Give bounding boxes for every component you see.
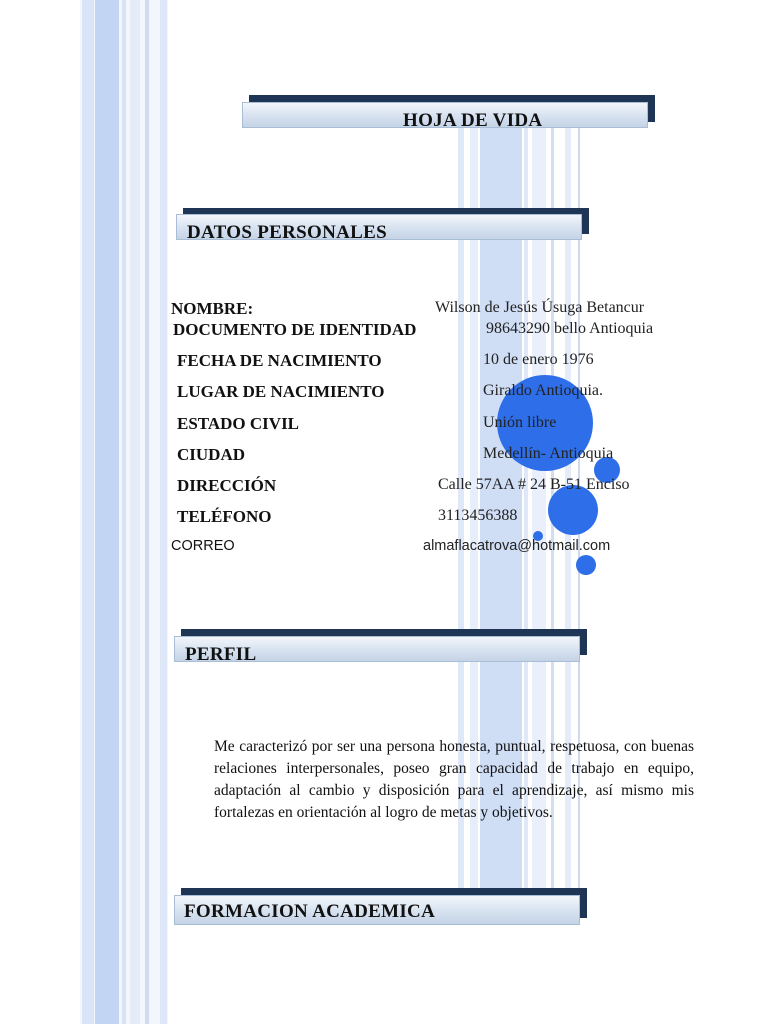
decorative-stripe [122,0,126,1024]
decorative-stripe [95,0,119,1024]
field-label-ciudad: CIUDAD [177,445,245,464]
field-value-ciudad: Medellín- Antioquia [483,445,614,462]
field-label-estado-civil: ESTADO CIVIL [177,414,300,433]
field-label-telefono: TELÉFONO [177,507,272,526]
section-title: PERFIL [185,644,257,662]
decorative-circle [576,555,596,575]
field-label-direccion: DIRECCIÓN [177,476,277,495]
section-title: FORMACION ACADEMICA [184,901,436,922]
field-value-direccion: Calle 57AA # 24 B-51 Enciso [438,476,630,493]
field-label-correo: CORREO [171,538,235,554]
field-value-fecha: 10 de enero 1976 [483,351,594,368]
field-value-documento: 98643290 bello Antioquia [486,320,654,337]
section-header-perfil [174,636,580,662]
field-label-fecha: FECHA DE NACIMIENTO [177,351,382,370]
field-value-estado-civil: Unión libre [483,414,557,431]
section-title: DATOS PERSONALES [187,222,387,240]
field-label-nombre: NOMBRE: [171,299,254,318]
field-label-documento: DOCUMENTO DE IDENTIDAD [173,320,417,339]
profile-paragraph: Me caracterizó por ser una persona honesta, puntual, respetuosa, con buenas relaciones interpersonales, poseo gran capacidad de trabajo en equipo, adaptación al cambio y disposición para el aprendizaje, así mismo mis fortalezas en orientación al logro de metas y objetivos. [214,738,694,821]
field-value-lugar: Giraldo Antioquia. [483,382,603,399]
section-header-datos [176,214,582,240]
field-value-nombre: Wilson de Jesús Úsuga Betancur [435,299,645,316]
decorative-stripe [82,0,94,1024]
page-title: HOJA DE VIDA [403,110,543,128]
decorative-stripe [160,0,167,1024]
field-value-correo: almaflacatrova@hotmail.com [423,538,611,554]
decorative-stripe [130,0,140,1024]
section-header-formacion [174,895,580,925]
decorative-stripe [145,0,149,1024]
field-label-lugar: LUGAR DE NACIMIENTO [177,382,385,401]
field-value-telefono: 3113456388 [438,507,518,524]
title-header [242,102,648,128]
